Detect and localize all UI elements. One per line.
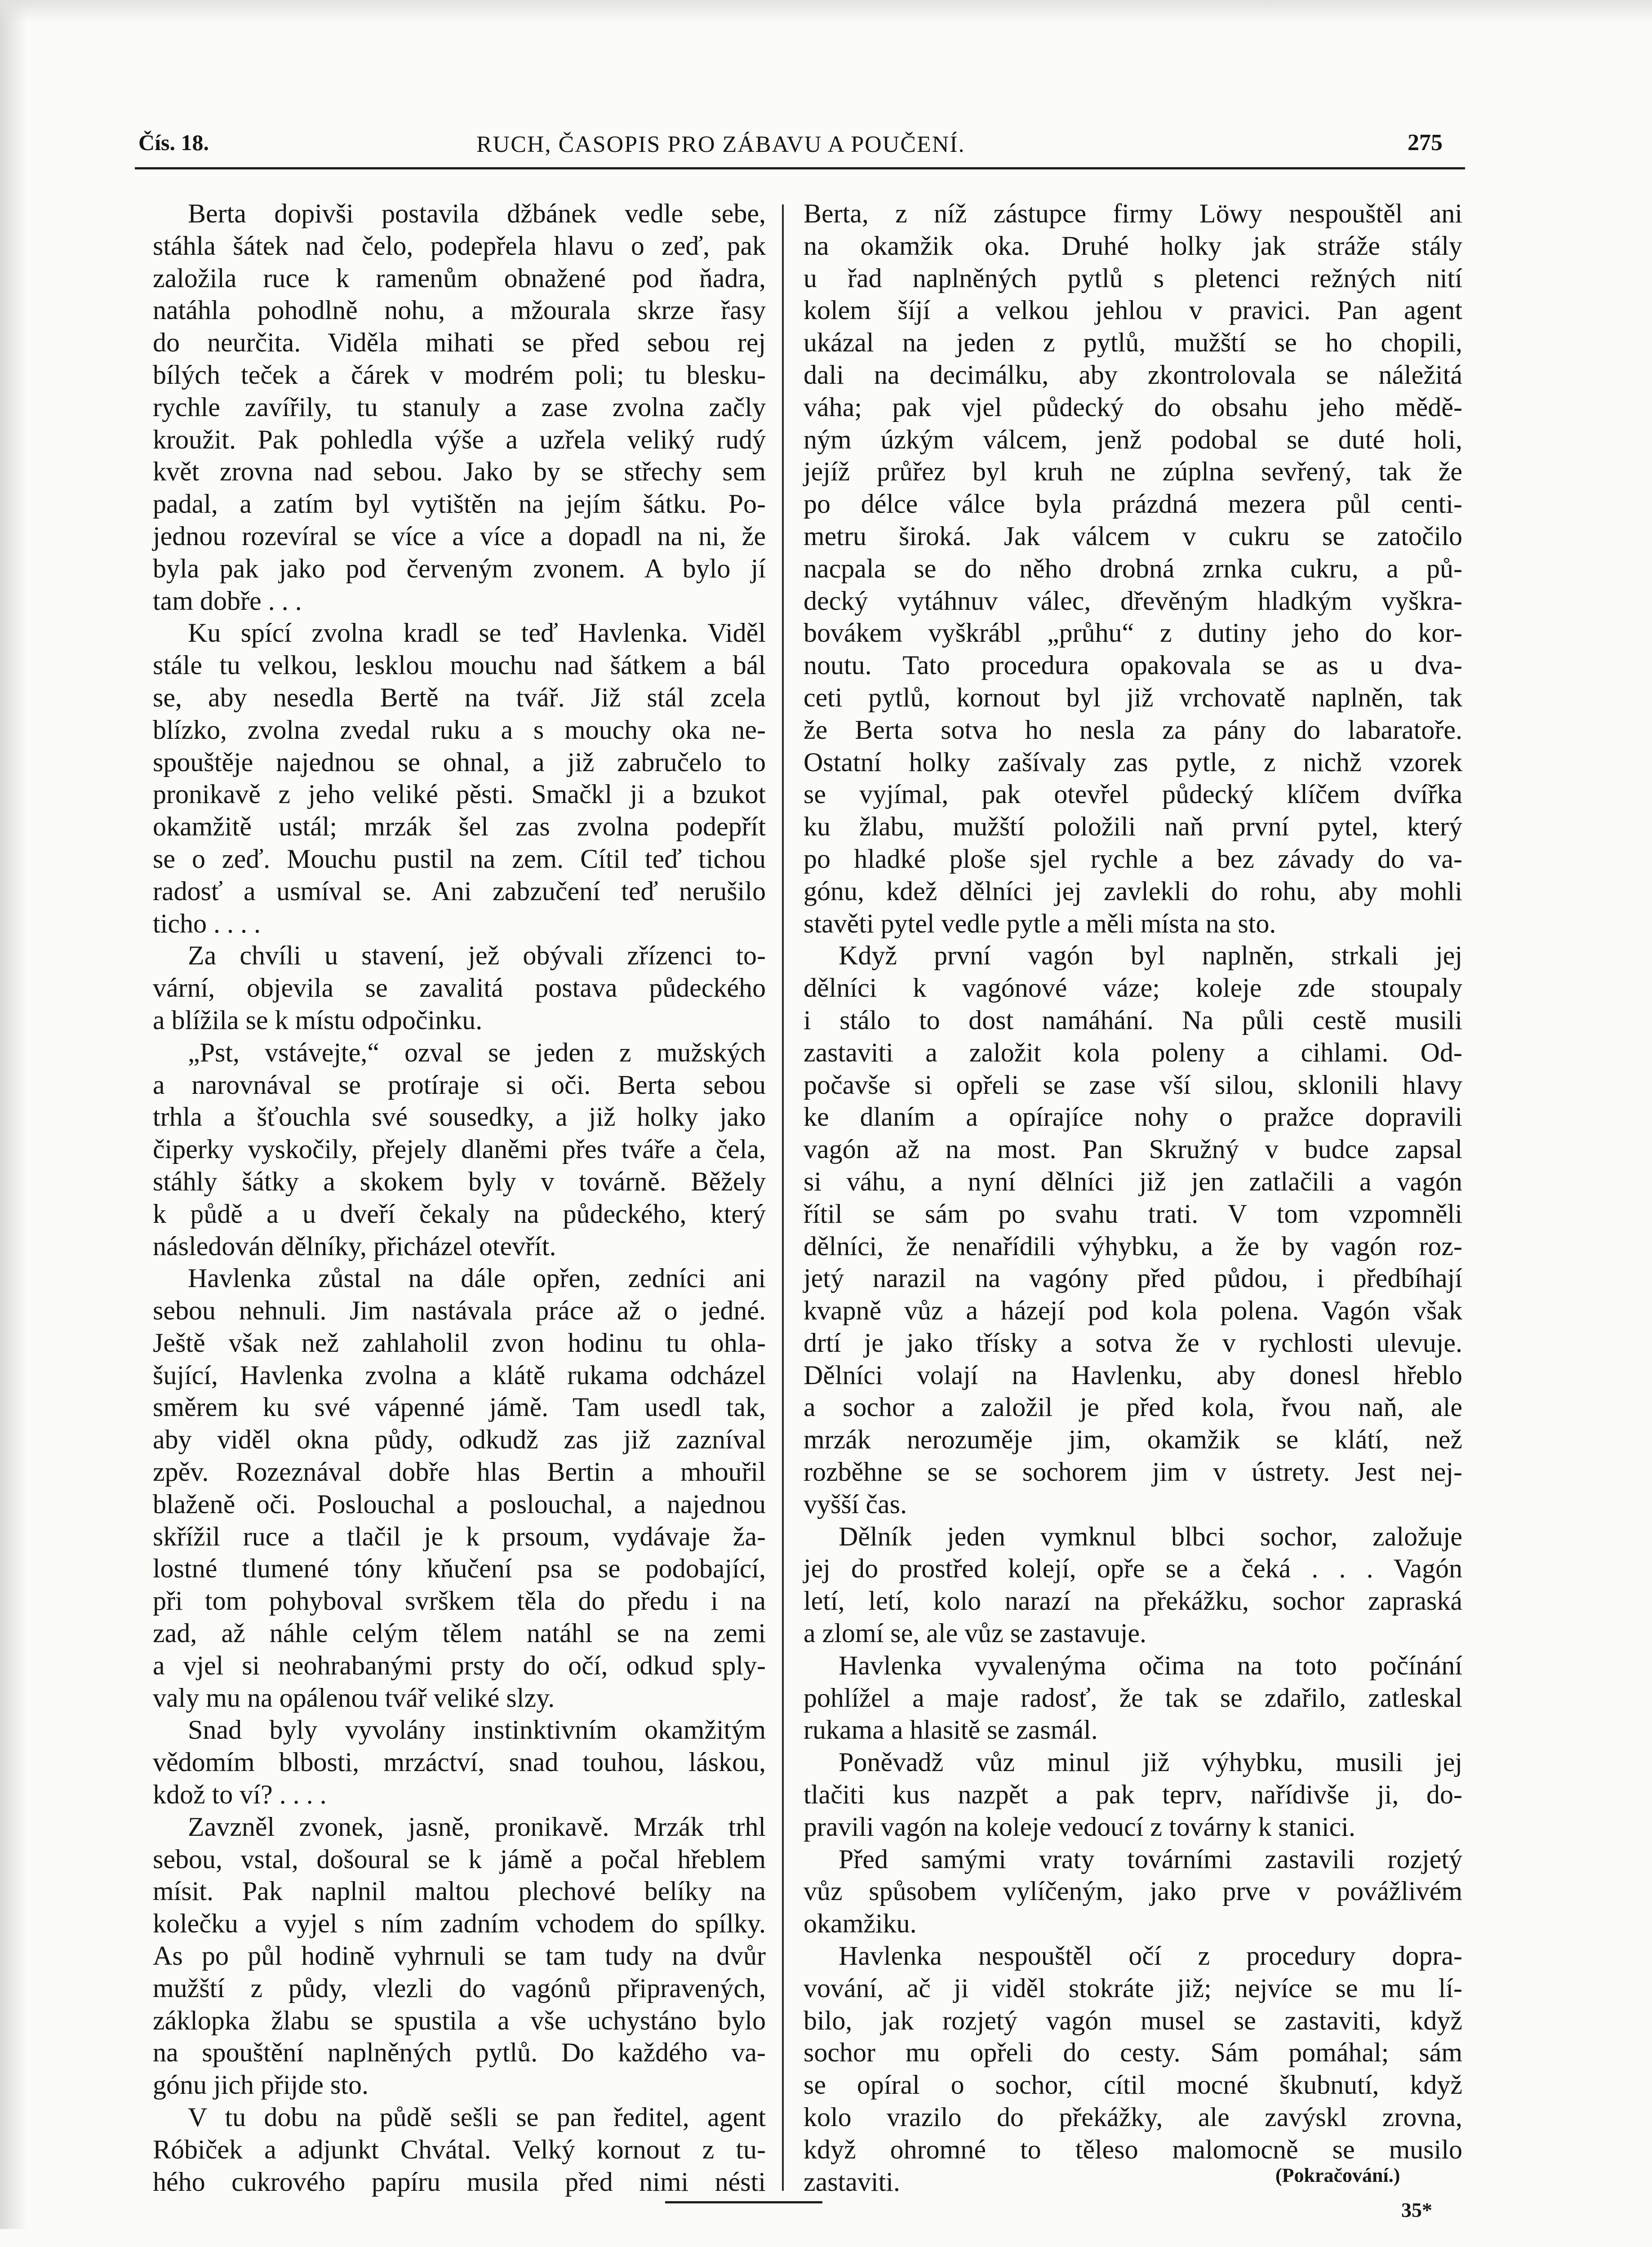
text-line: a blížila se k místu odpočinku. (153, 1005, 483, 1035)
text-line: vagón až na most. Pan Skružný v budce zapsal (804, 1134, 1462, 1164)
text-line: dali na decimálku, aby zkontrolovala se náležitá (804, 360, 1462, 390)
text-line: a zlomí se, ale vůz se zastavuje. (804, 1618, 1147, 1648)
text-line: záklopka žlabu se spustila a vše uchystáno bylo (153, 2005, 766, 2035)
text-line: „Pst, vstávejte,“ ozval se jeden z mužských (188, 1037, 766, 1067)
text-line: váha; pak vjel půdecký do obsahu jeho mědě- (804, 392, 1462, 422)
text-line: trhla a šťouchla své sousedky, a již holky jako (153, 1102, 766, 1132)
text-line: hého cukrového papíru musila před nimi nésti (153, 2167, 766, 2197)
paragraph (153, 1262, 766, 1714)
journal-title: RUCH, ČASOPIS PRO ZÁBAVU A POUČENÍ. (476, 132, 965, 157)
text-line: ku žlabu, mužští položili naň první pytel, který (804, 812, 1462, 842)
text-line: jejíž průřez byl kruh ne zúplna sevřený, tak že (804, 457, 1462, 487)
issue-number: Čís. 18. (138, 130, 209, 155)
text-line: letí, letí, kolo narazí na překážku, sochor zapraská (804, 1586, 1462, 1616)
text-line: Snad byly vyvolány instinktivním okamžitým (188, 1715, 766, 1745)
text-line: zpěv. Rozeznával dobře hlas Bertin a mhouřil (153, 1457, 766, 1487)
text-line: k půdě a u dveří čekaly na půdeckého, který (153, 1199, 766, 1229)
text-line: vování, ač ji viděl stokráte již; nejvíce se mu lí- (804, 1973, 1462, 2003)
text-line: skřížil ruce a tlačil je k prsoum, vydávaje ža- (153, 1521, 766, 1551)
paragraph (153, 2101, 766, 2198)
text-line: na spouštění naplněných pytlů. Do každého va- (153, 2038, 766, 2068)
paragraph (804, 940, 1462, 1520)
text-line: následován dělníky, přicházel otevřít. (153, 1231, 556, 1261)
text-line: Havlenka zůstal na dále opřen, zedníci ani (188, 1263, 766, 1293)
text-line: sebou nehnuli. Jim nastávala práce až o jedné. (153, 1296, 766, 1326)
text-line: pohlížel a maje radosť, že tak se zdařilo, zatleskal (804, 1683, 1462, 1713)
text-line: Róbiček a adjunkt Chvátal. Velký kornout z tu- (153, 2134, 766, 2164)
text-line: okamžitě ustál; mrzák šel zas zvolna podepřít (153, 812, 766, 842)
text-line: do neurčita. Viděla mihati se před sebou rej (153, 328, 766, 358)
text-line: a narovnával se protíraje si oči. Berta sebou (153, 1070, 766, 1100)
text-line: gónu jich přijde sto. (153, 2070, 369, 2100)
text-line: u řad naplněných pytlů s pletenci režných nití (804, 263, 1462, 293)
text-line: vědomím blbosti, mrzáctví, snad touhou, láskou, (153, 1747, 766, 1777)
text-line: kolečku a vyjel s ním zadním vchodem do spílky. (153, 1909, 766, 1939)
text-line: Havlenka nespouštěl očí z procedury dopra- (839, 1941, 1462, 1971)
text-line: květ zrovna nad sebou. Jako by se střechy sem (153, 457, 766, 487)
paragraph (804, 1940, 1462, 2198)
text-line: rychle zavířily, tu stanuly a zase zvolna začly (153, 392, 766, 422)
text-line: radosť a usmíval se. Ani zabzučení teď nerušilo (153, 876, 766, 906)
text-line: Dělník jeden vymknul blbci sochor, založuje (839, 1521, 1462, 1551)
text-line: decký vytáhnuv válec, dřevěným hladkým vyškra- (804, 586, 1462, 616)
text-line: se, aby nesedla Bertě na tvář. Již stál zcela (153, 682, 766, 712)
text-line: Havlenka vyvalenýma očima na toto počínání (839, 1650, 1462, 1680)
text-line: Když první vagón byl naplněn, strkali jej (839, 941, 1462, 971)
text-line: blaženě oči. Poslouchal a poslouchal, a najednou (153, 1489, 766, 1519)
text-line: zastaviti. (804, 2167, 900, 2197)
text-line: jetý narazil na vagóny před půdou, i předbíhají (804, 1263, 1462, 1293)
text-line: natáhla pohodlně nohu, a mžourala skrze řasy (153, 295, 766, 325)
text-line: jej do prostřed kolejí, opře se a čeká . . . Vagón (804, 1554, 1462, 1584)
paragraph (804, 1843, 1462, 1940)
signature-mark: 35* (1401, 2198, 1432, 2221)
text-line: vůz spůsobem vylíčeným, jako prve v povážlivém (804, 1876, 1462, 1906)
text-line: si váhu, a nyní dělníci již jen zatlačili a vagón (804, 1166, 1462, 1196)
text-line: Zavzněl zvonek, jasně, pronikavě. Mrzák trhl (188, 1812, 766, 1842)
text-line: tam dobře . . . (153, 586, 302, 616)
left-column (153, 198, 766, 2198)
text-line: sebou, vstal, došoural se k jámě a počal hřeblem (153, 1844, 766, 1874)
paragraph (153, 198, 766, 617)
text-line: po délce válce byla prázdná mezera půl centi- (804, 489, 1462, 519)
continued-note: (Pokračování.) (1275, 2164, 1400, 2186)
text-line: vární, objevila se zavalitá postava půdeckého (153, 973, 766, 1003)
text-line: blízko, zvolna zvedal ruku a s mouchy oka ne- (153, 715, 766, 745)
text-line: se o zeď. Mouchu pustil na zem. Cítil teď tichou (153, 844, 766, 874)
text-line: stavěti pytel vedle pytle a měli místa na sto. (804, 908, 1276, 938)
text-line: i stálo to dost namáhání. Na půli cestě musili (804, 1005, 1462, 1035)
paragraph (153, 1811, 766, 2101)
text-line: a sochor a založil je před kola, řvou naň, ale (804, 1392, 1462, 1422)
text-line: že Berta sotva ho nesla za pány do labaratoře. (804, 715, 1462, 745)
text-line: padal, a zatím byl vytištěn na jejím šátku. Po- (153, 489, 766, 519)
text-line: ke dlaním a opírajíce nohy o pražce dopravili (804, 1102, 1462, 1132)
header-rule (135, 167, 1465, 169)
text-line: tlačiti kus nazpět a pak teprv, nařídivše ji, do- (804, 1780, 1462, 1810)
paragraph (804, 1746, 1462, 1843)
text-line: Ku spící zvolna kradl se teď Havlenka. Viděl (188, 618, 766, 648)
text-line: na okamžik oka. Druhé holky jak stráže stály (804, 231, 1462, 261)
text-line: se opíral o sochor, cítil mocné škubnutí, když (804, 2070, 1462, 2100)
paragraph (153, 1037, 766, 1263)
text-line: stáhla šátek nad čelo, podepřela hlavu o zeď, pak (153, 231, 766, 261)
text-line: bílých teček a čárek v modrém poli; tu blesku- (153, 360, 766, 390)
paragraph (153, 1714, 766, 1811)
text-line: Dělníci volají na Havlenku, aby donesl hřeblo (804, 1360, 1462, 1390)
text-line: kolem šíjí a velkou jehlou v pravici. Pan agent (804, 295, 1462, 325)
scan-shadow-left (0, 0, 27, 2229)
paragraph (804, 1521, 1462, 1650)
text-line: jednou rozevíral se více a více a dopadl na ni, že (153, 521, 766, 551)
text-line: se vyjímal, pak otevřel půdecký klíčem dvířka (804, 779, 1462, 809)
paragraph (804, 1650, 1462, 1746)
text-line: zad, až náhle celým tělem natáhl se na zemi (153, 1618, 766, 1648)
text-line: metru široká. Jak válcem v cukru se zatočilo (804, 521, 1462, 551)
text-line: směrem ku své vápenné jámě. Tam usedl tak, (153, 1392, 766, 1422)
text-line: kolo vrazilo do překážky, ale zavýskl zrovna, (804, 2102, 1462, 2132)
text-line: mísit. Pak naplnil maltou plechové belíky na (153, 1876, 766, 1906)
text-line: po hladké ploše sjel rychle a bez závady do va- (804, 844, 1462, 874)
page-number: 275 (1408, 130, 1443, 155)
text-line: vyšší čas. (804, 1489, 907, 1519)
text-line: kroužit. Pak pohledla výše a uzřela veliký rudý (153, 424, 766, 454)
text-line: rukama a hlasitě se zasmál. (804, 1715, 1098, 1745)
text-line: dělníci k vagónové váze; koleje zde stoupaly (804, 973, 1462, 1003)
paragraph (153, 940, 766, 1036)
text-line: šující, Havlenka zvolna a klátě rukama odcházel (153, 1360, 766, 1390)
text-line: gónu, kdež dělníci jej zavlekli do rohu, aby mohli (804, 876, 1462, 906)
text-line: rozběhne se se sochorem jim v ústrety. Jest nej- (804, 1457, 1462, 1487)
text-line: spouštěje najednou se ohnal, a již zabručelo to (153, 747, 766, 777)
text-line: a vjel si neohrabanými prsty do očí, odkud sply- (153, 1650, 766, 1680)
text-line: mužští z půdy, vlezli do vagónů připravených, (153, 1973, 766, 2003)
text-line: sochor mu opřeli do cesty. Sám pomáhal; sám (804, 2038, 1462, 2068)
text-line: pronikavě z jeho veliké pěsti. Smačkl ji a bzukot (153, 779, 766, 809)
text-line: zastaviti a založit kola poleny a cihlami. Od- (804, 1037, 1462, 1067)
text-line: Ostatní holky zašívaly zas pytle, z nichž vzorek (804, 747, 1462, 777)
text-line: Za chvíli u stavení, jež obývali zřízenci to- (188, 941, 766, 971)
column-divider (782, 204, 784, 2191)
text-line: valy mu na opálenou tvář veliké slzy. (153, 1683, 555, 1713)
text-line: stáhly šátky a skokem byly v továrně. Běžely (153, 1166, 766, 1196)
text-line: ceti pytlů, kornout byl již vrchovatě naplněn, tak (804, 682, 1462, 712)
text-line: drtí je jako třísky a sotva že v rychlosti ulevuje. (804, 1328, 1462, 1358)
right-column (804, 198, 1462, 2198)
text-line: čiperky vyskočily, přejely dlaněmi přes tváře a čela, (153, 1134, 766, 1164)
paragraph (804, 198, 1462, 940)
text-line: nacpala se do něho drobná zrnka cukru, a pů- (804, 553, 1462, 583)
text-line: As po půl hodině vyhrnuli se tam tudy na dvůr (153, 1941, 766, 1971)
text-line: řítil se sám po svahu trati. V tom vzpomněli (804, 1199, 1462, 1229)
text-line: kvapně vůz a házejí pod kola polena. Vagón však (804, 1296, 1462, 1326)
text-line: když ohromné to těleso malomocně se musilo (804, 2134, 1462, 2164)
text-line: stále tu velkou, lesklou mouchu nad šátkem a bál (153, 650, 766, 680)
text-line: bovákem vyškrábl „průhu“ z dutiny jeho do kor- (804, 618, 1462, 648)
text-line: počavše si opřeli se zase vší silou, sklonili hlavy (804, 1070, 1462, 1100)
footer-rule (665, 2201, 822, 2203)
text-line: byla pak jako pod červeným zvonem. A bylo jí (153, 553, 766, 583)
text-line: bilo, jak rozjetý vagón musel se zastaviti, když (804, 2005, 1462, 2035)
text-line: aby viděl okna půdy, odkudž zas již zazníval (153, 1425, 766, 1455)
text-line: noutu. Tato procedura opakovala se as u dva- (804, 650, 1462, 680)
running-header (135, 129, 1465, 161)
text-line: při tom pohyboval svrškem těla do předu i na (153, 1586, 766, 1616)
text-line: dělníci, že nenařídili výhybku, a že by vagón roz- (804, 1231, 1462, 1261)
text-line: ticho . . . . (153, 908, 261, 938)
text-line: kdož to ví? . . . . (153, 1780, 327, 1810)
text-line: Berta, z níž zástupce firmy Löwy nespouštěl ani (804, 199, 1462, 228)
text-line: Berta dopivši postavila džbánek vedle sebe, (188, 199, 766, 228)
text-line: Ještě však než zahlaholil zvon hodinu tu ohla- (153, 1328, 766, 1358)
paragraph (153, 617, 766, 940)
scan-shadow-top (0, 0, 1652, 22)
text-line: Před samými vraty továrními zastavili rozjetý (839, 1844, 1462, 1874)
text-line: ným úzkým válcem, jenž podobal se duté holi, (804, 424, 1462, 454)
text-line: mrzák nerozuměje jim, okamžik se klátí, než (804, 1425, 1462, 1455)
text-line: pravili vagón na koleje vedoucí z továrny k stanici. (804, 1812, 1355, 1842)
text-line: okamžiku. (804, 1909, 917, 1939)
text-line: založila ruce k ramenům obnažené pod ňadra, (153, 263, 766, 293)
text-line: ukázal na jeden z pytlů, mužští se ho chopili, (804, 328, 1462, 358)
text-line: Poněvadž vůz minul již výhybku, musili jej (839, 1747, 1462, 1777)
text-line: V tu dobu na půdě sešli se pan ředitel, agent (188, 2102, 766, 2132)
text-line: lostné tlumené tóny kňučení psa se podobající, (153, 1554, 766, 1584)
